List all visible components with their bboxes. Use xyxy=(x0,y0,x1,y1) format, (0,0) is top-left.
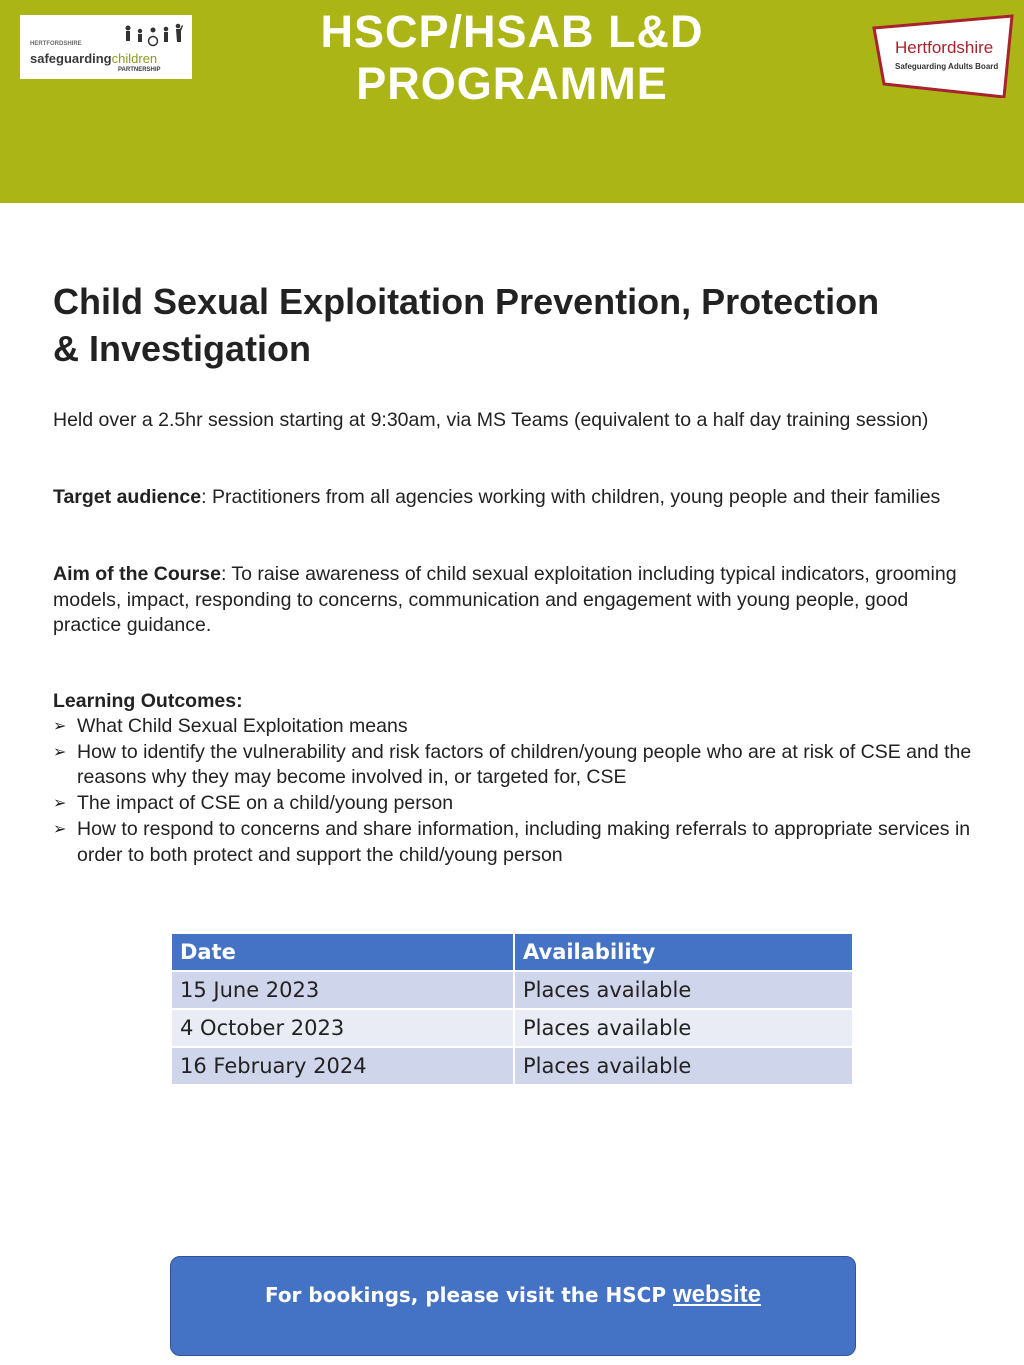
availability-cell: Places available xyxy=(514,1047,853,1085)
people-silhouettes-icon xyxy=(120,23,190,47)
learning-outcomes-list xyxy=(53,714,973,868)
table-row xyxy=(171,1047,853,1085)
availability-column-header: Availability xyxy=(514,933,853,971)
list-item: ➢ How to identify the vulnerability and risk factors of children/young people who are at risk of CSE and the reasons why they may become involved in, or targeted for, CSE xyxy=(53,740,972,789)
session-info: Held over a 2.5hr session starting at 9:30am, via MS Teams (equivalent to a half day training session) xyxy=(53,409,929,431)
table-header-row xyxy=(171,933,853,971)
website-link[interactable]: website xyxy=(672,1281,762,1308)
date-column-header: Date xyxy=(171,933,514,971)
arrow-bullet-icon: ➢ xyxy=(53,743,67,761)
table-row xyxy=(171,971,853,1009)
programme-title: HSCP/HSAB L&D PROGRAMME xyxy=(320,6,704,109)
list-item: ➢ What Child Sexual Exploitation means xyxy=(53,714,973,740)
availability-cell: Places available xyxy=(514,1009,853,1047)
safeguarding-adults-board-logo xyxy=(872,14,1014,98)
learning-outcomes-title: Learning Outcomes: xyxy=(53,690,243,712)
logo-small-text: HERTFORDSHIRE xyxy=(30,41,82,47)
table-row xyxy=(171,1009,853,1047)
target-audience: Target audience: Practitioners from all agencies working with children, young people and their families xyxy=(53,486,941,508)
booking-box xyxy=(170,1256,856,1356)
list-item: ➢ The impact of CSE on a child/young person xyxy=(53,791,973,817)
booking-text: For bookings, please visit the HSCP xyxy=(264,1283,667,1307)
date-cell: 16 February 2024 xyxy=(171,1047,514,1085)
availability-cell: Places available xyxy=(514,971,853,1009)
header-banner xyxy=(0,0,1024,203)
logo-sub-text: PARTNERSHIP xyxy=(118,67,161,73)
arrow-bullet-icon: ➢ xyxy=(53,718,67,735)
arrow-bullet-icon: ➢ xyxy=(53,795,67,813)
date-cell: 15 June 2023 xyxy=(171,971,514,1009)
course-aim: Aim of the Course: To raise awareness of child sexual exploitation including typical indicators, grooming models, impact, responding to concerns, communication and engagement with young people, good practice guidance. xyxy=(53,563,957,637)
logo-title: Hertfordshire xyxy=(895,38,994,57)
logo-main-text: safeguardingchildren xyxy=(30,51,158,66)
date-cell: 4 October 2023 xyxy=(171,1009,514,1047)
dates-table xyxy=(170,932,854,1086)
list-item: ➢ How to respond to concerns and share information, including making referrals to appropriate services in order to both protect and support the child/young person xyxy=(53,817,971,866)
course-title: Child Sexual Exploitation Prevention, Protection & Investigation xyxy=(53,281,880,369)
logo-subtitle: Safeguarding Adults Board xyxy=(895,62,999,71)
safeguarding-children-logo xyxy=(20,15,192,79)
arrow-bullet-icon: ➢ xyxy=(53,820,67,838)
